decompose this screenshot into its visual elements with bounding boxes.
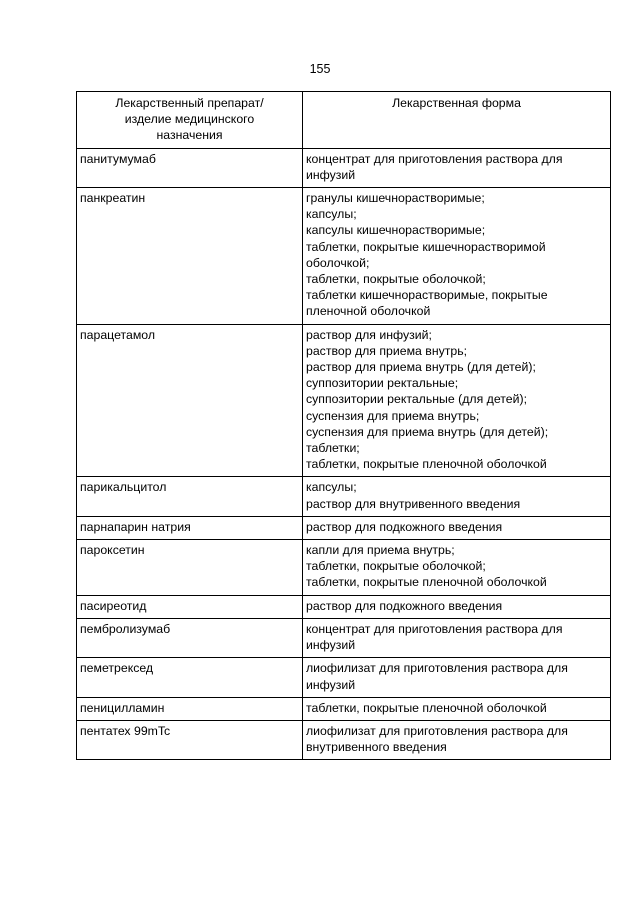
dosage-form-line: таблетки, покрытые пленочной оболочкой [306, 700, 547, 715]
dosage-form-line: лиофилизат для приготовления раствора для внутривенного введения [306, 723, 568, 755]
drug-name-cell: пеметрексед [77, 658, 303, 697]
drug-table [76, 91, 611, 760]
drug-name-cell: панкреатин [77, 188, 303, 325]
dosage-forms-cell [303, 720, 611, 759]
table-row [77, 148, 611, 187]
dosage-form-line: раствор для подкожного введения [306, 598, 503, 613]
column-header-drug: Лекарственный препарат/ изделие медицинского назначения [77, 92, 303, 149]
dosage-form-line: капли для приема внутрь; [306, 543, 455, 558]
dosage-form-line: раствор для инфузий; [306, 327, 432, 342]
drug-name-cell: пембролизумаб [77, 618, 303, 657]
table-row [77, 324, 611, 477]
dosage-form-line: раствор для подкожного введения [306, 519, 503, 534]
dosage-form-line: лиофилизат для приготовления раствора для инфузий [306, 661, 568, 692]
table-row [77, 516, 611, 539]
table-body [77, 148, 611, 760]
drug-name-cell: пасиреотид [77, 595, 303, 618]
dosage-forms-cell [303, 540, 611, 596]
drug-name-cell: пеницилламин [77, 697, 303, 720]
dosage-form-line: раствор для приема внутрь (для детей); [306, 360, 536, 375]
dosage-form-line: суспензия для приема внутрь (для детей); [306, 424, 549, 439]
dosage-forms-cell [303, 697, 611, 720]
dosage-form-line: таблетки, покрытые оболочкой; [306, 559, 486, 574]
table-row [77, 720, 611, 759]
dosage-form-line: таблетки; [306, 441, 360, 456]
table-row [77, 188, 611, 325]
dosage-form-line: гранулы кишечнорастворимые; [306, 191, 485, 206]
dosage-form-line: суспензия для приема внутрь; [306, 408, 480, 423]
dosage-form-line: таблетки, покрытые пленочной оболочкой [306, 575, 547, 590]
dosage-form-line: таблетки кишечнорастворимые, покрытые пленочной оболочкой [306, 288, 548, 319]
column-header-form: Лекарственная форма [303, 92, 611, 149]
table-row [77, 697, 611, 720]
dosage-form-line: таблетки, покрытые пленочной оболочкой [306, 457, 547, 472]
dosage-form-line: капсулы; [306, 207, 357, 222]
dosage-form-line: концентрат для приготовления раствора для инфузий [306, 151, 563, 182]
table-row [77, 477, 611, 516]
drug-name-cell: парикальцитол [77, 477, 303, 516]
dosage-form-line: концентрат для приготовления раствора для инфузий [306, 621, 563, 653]
dosage-forms-cell [303, 188, 611, 325]
table-row [77, 540, 611, 596]
drug-name-cell: парнапарин натрия [77, 516, 303, 539]
dosage-forms-cell [303, 477, 611, 516]
dosage-forms-cell [303, 324, 611, 477]
dosage-form-line: капсулы; [306, 480, 357, 495]
table-row [77, 658, 611, 697]
dosage-form-line: таблетки, покрытые кишечнорастворимой оболочкой; [306, 239, 546, 270]
dosage-form-line: капсулы кишечнорастворимые; [306, 223, 486, 238]
dosage-forms-cell [303, 148, 611, 187]
dosage-form-line: суппозитории ректальные; [306, 376, 459, 391]
drug-name-cell: пентатех 99mTc [77, 720, 303, 759]
page-number: 155 [309, 62, 331, 76]
dosage-forms-cell [303, 618, 611, 657]
dosage-forms-cell [303, 595, 611, 618]
dosage-forms-cell [303, 516, 611, 539]
dosage-form-line: раствор для приема внутрь; [306, 343, 468, 358]
drug-name-cell: панитумумаб [77, 148, 303, 187]
drug-name-cell: парацетамол [77, 324, 303, 477]
dosage-form-line: суппозитории ректальные (для детей); [306, 392, 527, 407]
table-row [77, 595, 611, 618]
dosage-form-line: раствор для внутривенного введения [306, 496, 521, 511]
table-row [77, 618, 611, 657]
dosage-forms-cell [303, 658, 611, 697]
drug-name-cell: пароксетин [77, 540, 303, 596]
table-header-row [77, 92, 611, 149]
dosage-form-line: таблетки, покрытые оболочкой; [306, 272, 486, 287]
